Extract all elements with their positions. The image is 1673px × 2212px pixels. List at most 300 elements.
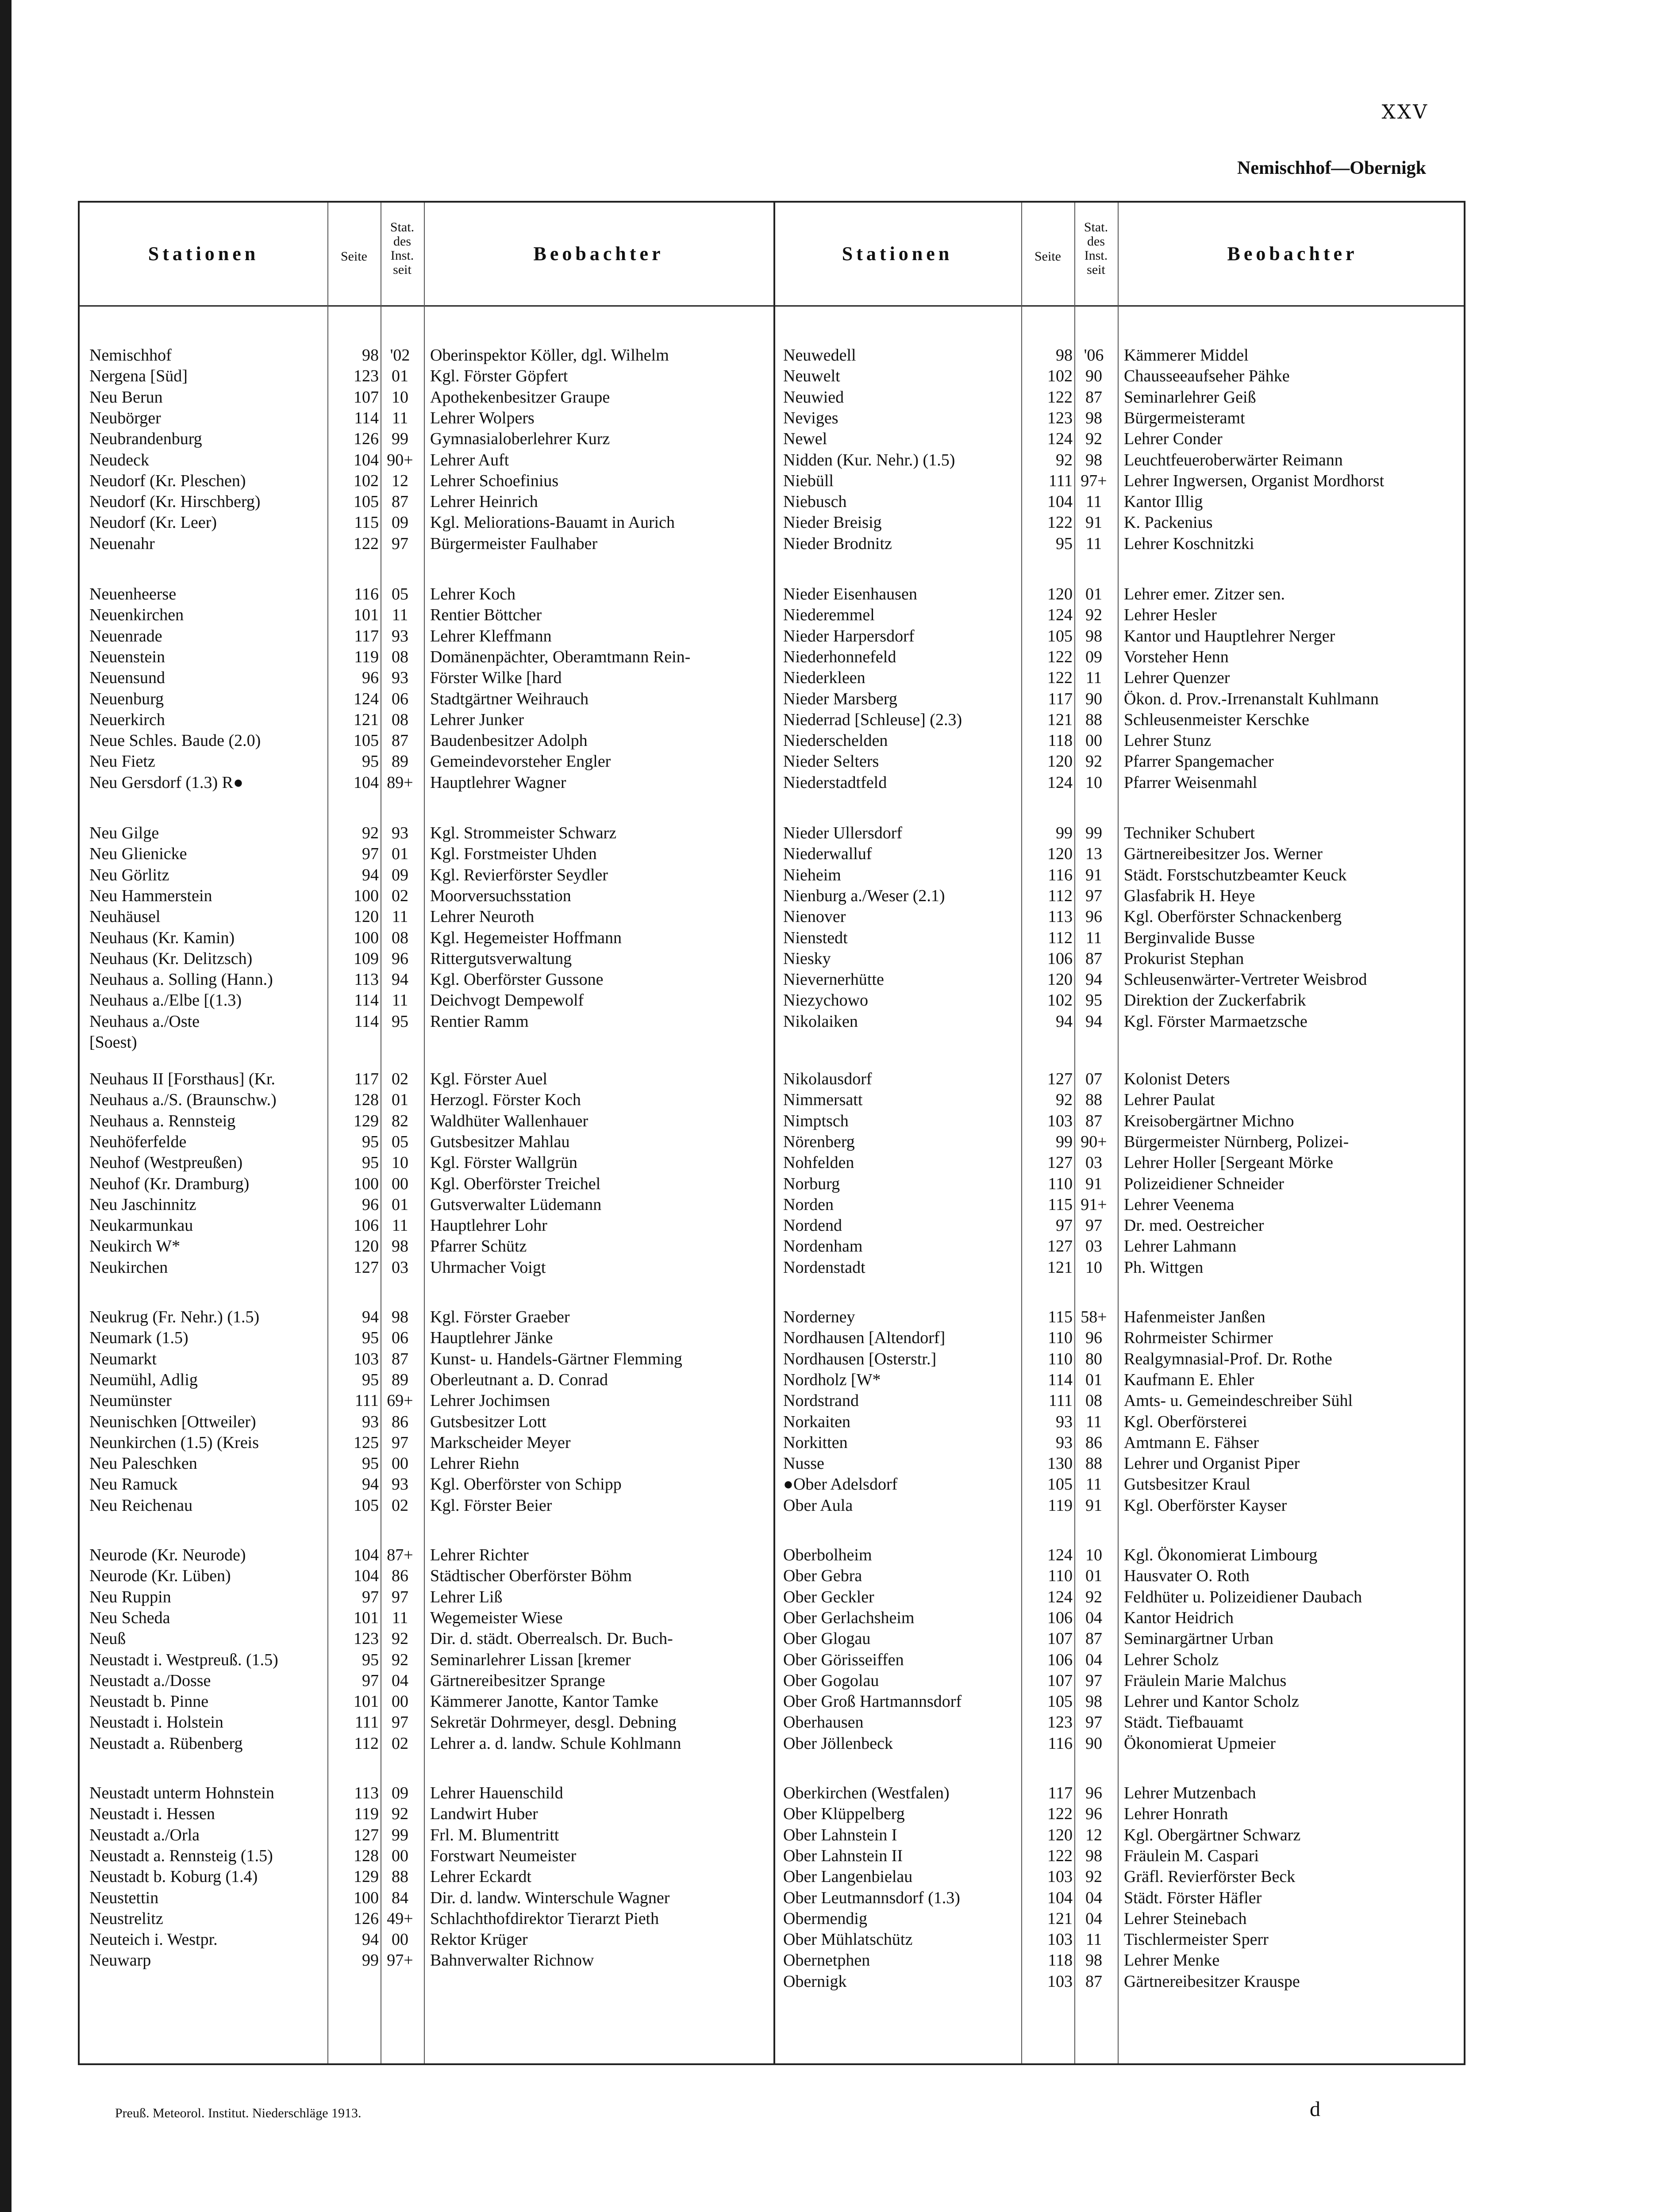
station-name: Neustadt b. Koburg (1.4): [89, 1867, 258, 1886]
since-year: 90: [1085, 689, 1102, 708]
page-ref: 116: [1048, 1734, 1073, 1753]
since-year: 89+: [387, 773, 413, 792]
page-ref: 92: [1056, 450, 1073, 469]
table-row: [773, 1432, 1467, 1453]
observer-name: Städt. Forstschutzbeamter Keuck: [1124, 865, 1347, 884]
station-name: Neuhaus a./Elbe [(1.3): [89, 991, 242, 1010]
station-name: Ober Leutmannsdorf (1.3): [783, 1888, 960, 1907]
page-ref: 110: [1048, 1567, 1073, 1586]
since-year: 82: [392, 1111, 408, 1130]
observer-name: Hauptlehrer Jänke: [430, 1329, 553, 1348]
page-ref: 93: [1056, 1412, 1073, 1431]
page-number: XXV: [1381, 101, 1429, 123]
station-name: Ober Gebra: [783, 1567, 862, 1586]
page-ref: 104: [1047, 1888, 1073, 1907]
station-name: Neue Schles. Baude (2.0): [89, 731, 261, 750]
table-row: [80, 1733, 773, 1754]
table-row: [773, 471, 1467, 492]
since-year: 11: [1085, 1930, 1102, 1949]
station-name: Neuhof (Kr. Dramburg): [89, 1174, 250, 1193]
station-name: Neukirchen: [89, 1258, 168, 1277]
station-name: Neuhaus a./Oste: [89, 1012, 200, 1031]
table-row: [773, 1691, 1467, 1712]
since-year: 02: [392, 886, 408, 905]
since-year: 05: [392, 585, 408, 603]
since-year: 96: [1085, 907, 1102, 926]
table-row: [773, 1453, 1467, 1474]
page-ref: 101: [354, 1608, 379, 1627]
since-year: 90+: [387, 450, 413, 469]
table-row: [80, 668, 773, 688]
table-row: [773, 772, 1467, 793]
page-ref: 121: [1047, 1258, 1073, 1277]
since-year: 01: [392, 367, 408, 386]
observer-name: Kgl. Förster Beier: [430, 1496, 552, 1515]
since-year: 87: [1085, 1629, 1102, 1648]
station-name: Nordstrand: [783, 1391, 859, 1410]
table-row: [773, 1412, 1467, 1432]
station-name: Neuwelt: [783, 367, 840, 386]
since-year: 87: [1085, 1972, 1102, 1991]
table-row: [773, 450, 1467, 471]
table-row: [773, 1783, 1467, 1804]
page-ref: 93: [362, 1412, 379, 1431]
table-row: [80, 1846, 773, 1866]
since-year: 01: [1085, 1567, 1102, 1586]
station-name: Neustettin: [89, 1888, 159, 1907]
beobachter-header: Beobachter: [1227, 243, 1358, 265]
table-row: [80, 990, 773, 1011]
observer-name: Lehrer Hauenschild: [430, 1784, 563, 1802]
page-ref: 101: [354, 606, 379, 625]
since-year: 99: [1085, 824, 1102, 842]
station-name: Ober Jöllenbeck: [783, 1734, 893, 1753]
since-year: 12: [392, 471, 408, 490]
since-year: 92: [392, 1650, 408, 1669]
station-name: Nieder Brodnitz: [783, 534, 892, 553]
table-row: [80, 647, 773, 668]
since-year: 86: [392, 1567, 408, 1586]
since-year: '06: [1084, 346, 1104, 365]
page-ref: 114: [354, 408, 379, 427]
observer-name: Oberleutnant a. D. Conrad: [430, 1370, 608, 1389]
since-year: 97: [1085, 1713, 1102, 1732]
page-ref: 111: [1048, 471, 1073, 490]
page-ref: 104: [354, 1546, 379, 1564]
observer-name: Kämmerer Middel: [1124, 346, 1249, 365]
since-year: 98: [1085, 1692, 1102, 1711]
observer-name: Bahnverwalter Richnow: [430, 1951, 594, 1970]
station-name: Neustadt unterm Hohnstein: [89, 1784, 274, 1802]
page-ref: 123: [1047, 1713, 1073, 1732]
station-name: Neuß: [89, 1629, 126, 1648]
page-ref: 94: [362, 1308, 379, 1326]
station-name: Ober Lahnstein II: [783, 1846, 903, 1865]
station-name: Nörenberg: [783, 1132, 855, 1151]
page-ref: 130: [1047, 1454, 1073, 1473]
page-ref: 100: [354, 886, 379, 905]
observer-name: Frl. M. Blumentritt: [430, 1825, 559, 1844]
station-name: Neumühl, Adlig: [89, 1370, 198, 1389]
observer-name: Tischlermeister Sperr: [1124, 1930, 1269, 1949]
table-row: [773, 408, 1467, 429]
table-row: [773, 906, 1467, 927]
since-year: 98: [392, 1237, 408, 1256]
since-year: 04: [392, 1671, 408, 1690]
observer-name: Städt. Förster Häfler: [1124, 1888, 1262, 1907]
table-row: [80, 886, 773, 906]
table-row: [80, 710, 773, 730]
since-year: 91: [1085, 1496, 1102, 1515]
page-ref: 120: [1047, 1825, 1073, 1844]
since-year: 98: [1085, 1846, 1102, 1865]
observer-name: Lehrer Lahmann: [1124, 1237, 1237, 1256]
observer-name: Hauptlehrer Lohr: [430, 1216, 547, 1235]
page-ref: 110: [1048, 1329, 1073, 1348]
page-ref: 94: [362, 1930, 379, 1949]
page-ref: 100: [354, 928, 379, 947]
observer-name: Lehrer Paulat: [1124, 1091, 1215, 1110]
station-name: Neuenstein: [89, 647, 165, 666]
observer-name: Pfarrer Spangemacher: [1124, 752, 1274, 771]
observer-name: Kgl. Förster Auel: [430, 1070, 547, 1088]
station-name: Nieder Selters: [783, 752, 879, 771]
table-row: [773, 1069, 1467, 1090]
table-row: [80, 387, 773, 408]
page-ref: 122: [1047, 1846, 1073, 1865]
station-name: Neu Ruppin: [89, 1587, 171, 1606]
station-name: Nidden (Kur. Nehr.) (1.5): [783, 450, 955, 469]
page-ref: 113: [354, 1784, 379, 1802]
station-name: Neustadt a./Dosse: [89, 1671, 211, 1690]
observer-name: Kgl. Oberförsterei: [1124, 1412, 1247, 1431]
observer-name: Lehrer Koschnitzki: [1124, 534, 1254, 553]
observer-name: Kgl. Oberförster Schnackenberg: [1124, 907, 1342, 926]
table-row: [80, 1650, 773, 1671]
station-name: Neuhaus II [Forsthaus] (Kr.: [89, 1070, 276, 1088]
since-year: 92: [392, 1805, 408, 1824]
observer-name: Lehrer Scholz: [1124, 1650, 1219, 1669]
observer-name: Gärtnereibesitzer Sprange: [430, 1671, 605, 1690]
table-row: [80, 450, 773, 471]
observer-name: Berginvalide Busse: [1124, 928, 1255, 947]
observer-name: Hafenmeister Janßen: [1124, 1308, 1265, 1326]
page-ref: 106: [1047, 1608, 1073, 1627]
station-name: Newel: [783, 430, 827, 449]
table-row: [773, 823, 1467, 844]
observer-name: Rentier Böttcher: [430, 606, 542, 625]
observer-name: Bürgermeisteramt: [1124, 408, 1245, 427]
page-ref: 98: [1056, 346, 1073, 365]
table-row: [80, 928, 773, 949]
page-ref: 117: [1048, 1784, 1073, 1802]
station-name: Neuerkirch: [89, 710, 165, 729]
since-year: 92: [392, 1629, 408, 1648]
since-year: 87: [392, 492, 408, 511]
station-name: Oberhausen: [783, 1713, 864, 1732]
since-year: 98: [1085, 626, 1102, 645]
station-name: Neurode (Kr. Neurode): [89, 1546, 246, 1564]
page-ref: 127: [1047, 1237, 1073, 1256]
page-ref: 127: [1047, 1070, 1073, 1088]
since-year: 88: [1085, 1454, 1102, 1473]
since-year: 08: [1085, 1391, 1102, 1410]
page-ref: 97: [1056, 1216, 1073, 1235]
since-year: 09: [392, 513, 408, 532]
page-ref: 129: [354, 1111, 379, 1130]
observer-name: Uhrmacher Voigt: [430, 1258, 546, 1277]
since-year: 04: [1085, 1909, 1102, 1928]
table-row: [80, 1132, 773, 1152]
since-year: 92: [1085, 606, 1102, 625]
page-ref: 92: [362, 824, 379, 842]
station-name: Obernetphen: [783, 1951, 870, 1970]
observer-name: Forstwart Neumeister: [430, 1846, 577, 1865]
since-year: 96: [1085, 1329, 1102, 1348]
page-ref: 104: [354, 1567, 379, 1586]
page-ref: 124: [1047, 1587, 1073, 1606]
page-ref: 123: [1047, 408, 1073, 427]
page-ref: 113: [354, 970, 379, 989]
table-row: [80, 1174, 773, 1194]
observer-name: Schlachthofdirektor Tierarzt Pieth: [430, 1909, 659, 1928]
page-ref: 103: [1047, 1930, 1073, 1949]
observer-name: Gutsbesitzer Kraul: [1124, 1475, 1250, 1494]
since-year: 97: [392, 1433, 408, 1452]
since-year: 11: [1085, 1412, 1102, 1431]
station-name: Neuhäusel: [89, 907, 161, 926]
stations-header: Stationen: [842, 243, 953, 265]
page-ref: 118: [1048, 731, 1073, 750]
table-row: [773, 1328, 1467, 1348]
table-row: [80, 471, 773, 492]
observer-name: Chausseeaufseher Pähke: [1124, 367, 1290, 386]
since-year: 09: [1085, 647, 1102, 666]
observer-name: Lehrer Heinrich: [430, 492, 538, 511]
page-ref: 119: [354, 1805, 379, 1824]
observer-name: Rentier Ramm: [430, 1012, 529, 1031]
station-name: Niederwalluf: [783, 845, 872, 864]
table-row: [80, 1432, 773, 1453]
since-year: 87: [1085, 388, 1102, 407]
page-ref: 93: [1056, 1433, 1073, 1452]
table-row: [773, 1733, 1467, 1754]
since-year: '02: [390, 346, 410, 365]
since-year: 97: [392, 1587, 408, 1606]
since-year: 98: [392, 1308, 408, 1326]
page-ref: 127: [354, 1825, 379, 1844]
table-row: [773, 1846, 1467, 1866]
table-row: [773, 1090, 1467, 1110]
page-ref: 126: [354, 1909, 379, 1928]
station-name: Neuhaus a./S. (Braunschw.): [89, 1091, 277, 1110]
page-ref: 114: [354, 991, 379, 1010]
since-year: 87: [392, 1349, 408, 1368]
table-row: [773, 1608, 1467, 1628]
station-name: Nergena [Süd]: [89, 367, 188, 386]
observer-name: Dr. med. Oestreicher: [1124, 1216, 1264, 1235]
observer-name: Seminarlehrer Geiß: [1124, 388, 1256, 407]
table-row: [773, 668, 1467, 688]
table-row: [773, 886, 1467, 906]
since-year: 49+: [387, 1909, 413, 1928]
page-ref: 120: [354, 1237, 379, 1256]
observer-name: Deichvogt Dempewolf: [430, 991, 584, 1010]
station-name: Neu Scheda: [89, 1608, 170, 1627]
observer-name: Amtmann E. Fähser: [1124, 1433, 1259, 1452]
observer-name: Vorsteher Henn: [1124, 647, 1229, 666]
table-row: [773, 1474, 1467, 1495]
observer-name: Amts- u. Gemeindeschreiber Sühl: [1124, 1391, 1353, 1410]
signature-mark: d: [1310, 2097, 1320, 2121]
observer-name: Wegemeister Wiese: [430, 1608, 563, 1627]
since-year: 10: [1085, 1546, 1102, 1564]
footer-source: Preuß. Meteorol. Institut. Niederschläge 1913.: [115, 2106, 362, 2120]
page-ref: 124: [354, 689, 379, 708]
since-year: 88: [1085, 710, 1102, 729]
table-row: [773, 1712, 1467, 1733]
table-row: [80, 1236, 773, 1257]
table-row: [773, 1866, 1467, 1887]
observer-name: Rittergutsverwaltung: [430, 949, 572, 968]
observer-name: Apothekenbesitzer Graupe: [430, 388, 610, 407]
table-row: [80, 1783, 773, 1804]
page-ref: 106: [354, 1216, 379, 1235]
table-row: [773, 1194, 1467, 1215]
page-ref: 122: [1047, 668, 1073, 687]
observer-name: Lehrer Honrath: [1124, 1805, 1228, 1824]
station-name: Nohfelden: [783, 1153, 854, 1172]
station-name: [Soest): [89, 1033, 137, 1052]
table-row: [80, 1566, 773, 1586]
since-year: 11: [1085, 668, 1102, 687]
table-row: [80, 730, 773, 751]
station-name: Neuensund: [89, 668, 165, 687]
page-ref: 105: [1047, 1692, 1073, 1711]
page-ref: 97: [362, 845, 379, 864]
page-ref: 122: [1047, 1805, 1073, 1824]
observer-name: Glasfabrik H. Heye: [1124, 886, 1255, 905]
page-ref: 102: [1047, 991, 1073, 1010]
observer-name: Kgl. Förster Marmaetzsche: [1124, 1012, 1308, 1031]
table-row: [773, 1804, 1467, 1824]
since-year: 10: [1085, 773, 1102, 792]
since-year: 03: [392, 1258, 408, 1277]
station-name: Nusse: [783, 1454, 824, 1473]
station-name: Obernigk: [783, 1972, 847, 1991]
page-ref: 97: [362, 1587, 379, 1606]
observer-name: Kgl. Förster Wallgrün: [430, 1153, 577, 1172]
since-year: 90: [1085, 1734, 1102, 1753]
table-row: [773, 844, 1467, 864]
page-ref: 96: [362, 668, 379, 687]
since-year: 69+: [387, 1391, 413, 1410]
page-ref: 106: [1047, 1650, 1073, 1669]
since-year: 94: [1085, 970, 1102, 989]
observer-name: Gutsverwalter Lüdemann: [430, 1195, 602, 1214]
since-year: 06: [392, 689, 408, 708]
station-name: Nieder Ullersdorf: [783, 824, 903, 842]
station-name: Nimmersatt: [783, 1091, 863, 1110]
table-row: [773, 1215, 1467, 1236]
station-name: Neukrug (Fr. Nehr.) (1.5): [89, 1308, 260, 1326]
observer-name: Lehrer Richter: [430, 1546, 529, 1564]
table-row: [80, 1069, 773, 1090]
observer-name: Direktion der Zuckerfabrik: [1124, 991, 1306, 1010]
table-row: [773, 1011, 1467, 1032]
page-ref: 100: [354, 1888, 379, 1907]
station-name: Neuenheerse: [89, 585, 177, 603]
table-row: [80, 772, 773, 793]
station-name: Neudorf (Kr. Hirschberg): [89, 492, 261, 511]
observer-name: Rektor Krüger: [430, 1930, 528, 1949]
station-name: Neuenburg: [89, 689, 164, 708]
observer-name: Polizeidiener Schneider: [1124, 1174, 1284, 1193]
table-row: [773, 1174, 1467, 1194]
since-year: 05: [392, 1132, 408, 1151]
table-row: [80, 1370, 773, 1390]
table-row: [80, 492, 773, 512]
since-year: 10: [392, 1153, 408, 1172]
since-year: 04: [1085, 1888, 1102, 1907]
seite-header: Seite: [341, 249, 367, 264]
observer-name: Lehrer Koch: [430, 585, 516, 603]
station-name: Niederhonnefeld: [783, 647, 896, 666]
table-row: [773, 1132, 1467, 1152]
since-year: 11: [1085, 492, 1102, 511]
station-name: Nienstedt: [783, 928, 848, 947]
observer-name: Ökonomierat Upmeier: [1124, 1734, 1276, 1753]
station-name: Neu Glienicke: [89, 845, 187, 864]
since-year: 02: [392, 1070, 408, 1088]
station-name: Norden: [783, 1195, 834, 1214]
table-row: [80, 1111, 773, 1132]
page-ref: 95: [362, 1454, 379, 1473]
since-year: 84: [392, 1888, 408, 1907]
page-ref: 123: [354, 367, 379, 386]
table-row: [80, 534, 773, 554]
table-row: [80, 1825, 773, 1846]
table-row: [80, 865, 773, 886]
observer-name: Kämmerer Janotte, Kantor Tamke: [430, 1692, 658, 1711]
observer-name: Lehrer Auft: [430, 450, 509, 469]
station-name: Neu Jaschinnitz: [89, 1195, 196, 1214]
station-name: Neukarmunkau: [89, 1216, 193, 1235]
table-row: [773, 387, 1467, 408]
stations-header: Stationen: [148, 243, 259, 265]
station-name: Neuwedell: [783, 346, 856, 365]
table-row: [773, 366, 1467, 387]
page-ref: 97: [362, 1671, 379, 1690]
observer-name: Herzogl. Förster Koch: [430, 1091, 581, 1110]
since-year: 12: [1085, 1825, 1102, 1844]
page-scan-edge: [0, 0, 12, 2212]
observer-name: Lehrer Liß: [430, 1587, 503, 1606]
station-name: Nieder Marsberg: [783, 689, 897, 708]
page-ref: 94: [362, 865, 379, 884]
observer-name: Hausvater O. Roth: [1124, 1567, 1250, 1586]
observer-name: Städt. Tiefbauamt: [1124, 1713, 1244, 1732]
observer-name: Dir. d. städt. Oberrealsch. Dr. Buch-: [430, 1629, 673, 1648]
table-row: [773, 584, 1467, 605]
page-ref: 110: [1048, 1174, 1073, 1193]
observer-name: Kgl. Förster Göpfert: [430, 367, 568, 386]
since-year: 89: [392, 752, 408, 771]
since-year: 13: [1085, 845, 1102, 864]
since-year: 58+: [1081, 1308, 1107, 1326]
table-row: [80, 1712, 773, 1733]
station-name: Niesky: [783, 949, 831, 968]
